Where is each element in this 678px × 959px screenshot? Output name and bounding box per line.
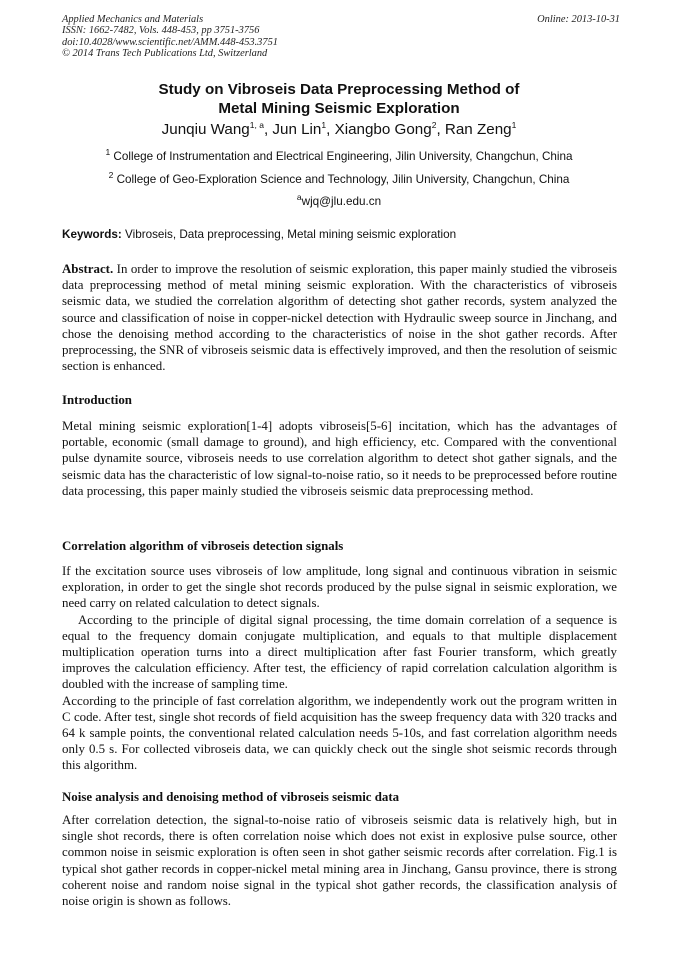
doi-line: doi:10.4028/www.scientific.net/AMM.448-453.3751 [62, 36, 278, 48]
section-introduction [62, 418, 617, 499]
author-affiliation-marker: 1 [321, 119, 327, 130]
affiliation-marker: 1 [105, 147, 111, 158]
email-address[interactable]: wjq@jlu.edu.cn [301, 195, 382, 208]
keywords-text: Vibroseis, Data preprocessing, Metal mining seismic exploration [121, 228, 457, 241]
paragraph: According to the principle of digital signal processing, the time domain correlation of a sequence is equal to the frequency domain conjugate multiplication, and equals to that multiple displacement multiplication operation turns into a direct multiplication after fast Fourier transform, which greatly improves the calculation efficiency. After test, the efficiency of rapid correlation calculation algorithm is doubled with the increase of sampling time. [62, 612, 617, 692]
author-name: Junqiu Wang [161, 121, 250, 138]
corresponding-email [0, 192, 678, 209]
affiliation-2 [0, 170, 678, 187]
paragraph: If the excitation source uses vibroseis of low amplitude, long signal and continuous vibration in seismic exploration, in order to get the single shot records produced by the pulse signal in seismic exploration, we need carry on related calculation to detect signals. [62, 564, 617, 611]
section-correlation [62, 563, 617, 774]
paper-title [0, 80, 678, 118]
issn-line: ISSN: 1662-7482, Vols. 448-453, pp 3751-3756 [62, 25, 260, 37]
affiliation-marker: 2 [108, 170, 114, 181]
paragraph: Metal mining seismic exploration[1-4] adopts vibroseis[5-6] incitation, which has the advantages of portable, economic (small damage to ground), and high efficiency, etc. Compared with the conventional pulse dynamite source, vibroseis needs to use correlation algorithm to detect shot gather signals, and the seismic data has the characteristic of low signal-to-noise ratio, so it needs to be preprocessed before routine data processing, this paper mainly studied the vibroseis seismic data preprocessing method. [62, 419, 617, 498]
title-line-2: Metal Mining Seismic Exploration [218, 100, 460, 117]
paragraph: After correlation detection, the signal-to-noise ratio of vibroseis seismic data is relatively high, but in single shot records, there is often correlation noise which does not exist in explosive pulse source, other common noise in seismic exploration is often seen in shot gather seismic records after correlation. Fig.1 is typical shot gather records in copper-nickel metal mining area in Jinchang, Gansu province, there is strong coherent noise and random noise signal in the typical shot gather records, the classification analysis of noise origin is shown as follows. [62, 813, 617, 909]
affiliation-text: College of Geo-Exploration Science and Technology, Jilin University, Changchun, China [113, 173, 570, 186]
author-name: Jun Lin [272, 121, 322, 138]
author-affiliation-marker: 1, a [249, 119, 264, 130]
section-heading-introduction: Introduction [62, 393, 132, 407]
author-name: Ran Zeng [444, 121, 512, 138]
author-list: Junqiu Wang$^{1, a}$, Jun Lin$^1$, Xiangbo Gong$^2$, Ran Zeng$^1$ [161, 119, 517, 138]
abstract-label: Abstract. [62, 262, 114, 276]
section-heading-noise-analysis: Noise analysis and denoising method of vibroseis seismic data [62, 790, 400, 804]
affiliation-text: College of Instrumentation and Electrical Engineering, Jilin University, Changchun, China [110, 150, 573, 163]
title-line-1: Study on Vibroseis Data Preprocessing Method of [158, 81, 520, 98]
affiliation-1 [0, 147, 678, 164]
author-affiliation-marker: 1 [511, 119, 517, 130]
author-affiliation-marker: 2 [431, 119, 437, 130]
abstract [62, 261, 617, 374]
keywords [62, 228, 456, 242]
abstract-text: In order to improve the resolution of seismic exploration, this paper mainly studied the vibroseis data preprocessing method of metal mining seismic exploration. With the characteristics of vibroseis seismic data, we studied the correlation algorithm of detecting shot gather records, system analyzed the source and classification of noise in copper-nickel detection with Hydraulic sweep source in Jinchang, and chose the denoising method according to the characteristics of noise in the shot gather records. After preprocessing, the SNR of vibroseis seismic data is effectively improved, and then the resolution of seismic section is enhanced. [62, 262, 618, 374]
journal-name: Applied Mechanics and Materials [62, 14, 204, 25]
email-marker: a [296, 192, 302, 203]
online-date: Online: 2013-10-31 [537, 14, 620, 25]
copyright-line: © 2014 Trans Tech Publications Ltd, Switzerland [62, 47, 268, 59]
journal-header [62, 14, 278, 59]
paragraph: According to the principle of fast correlation algorithm, we independently work out the program written in C code. After test, single shot records of field acquisition has the sweep frequency data with 320 tracks and 64 k sample points, the conventional related calculation needs 5-10s, and fast correlation algorithm needs only 0.5 s. For collected vibroseis data, we can quickly check out the single shot seismic records through this algorithm. [62, 693, 617, 773]
author-name: Xiangbo Gong [334, 121, 432, 138]
keywords-label: Keywords: [62, 228, 122, 241]
section-noise-analysis [62, 812, 617, 909]
section-heading-correlation: Correlation algorithm of vibroseis detection signals [62, 539, 344, 553]
